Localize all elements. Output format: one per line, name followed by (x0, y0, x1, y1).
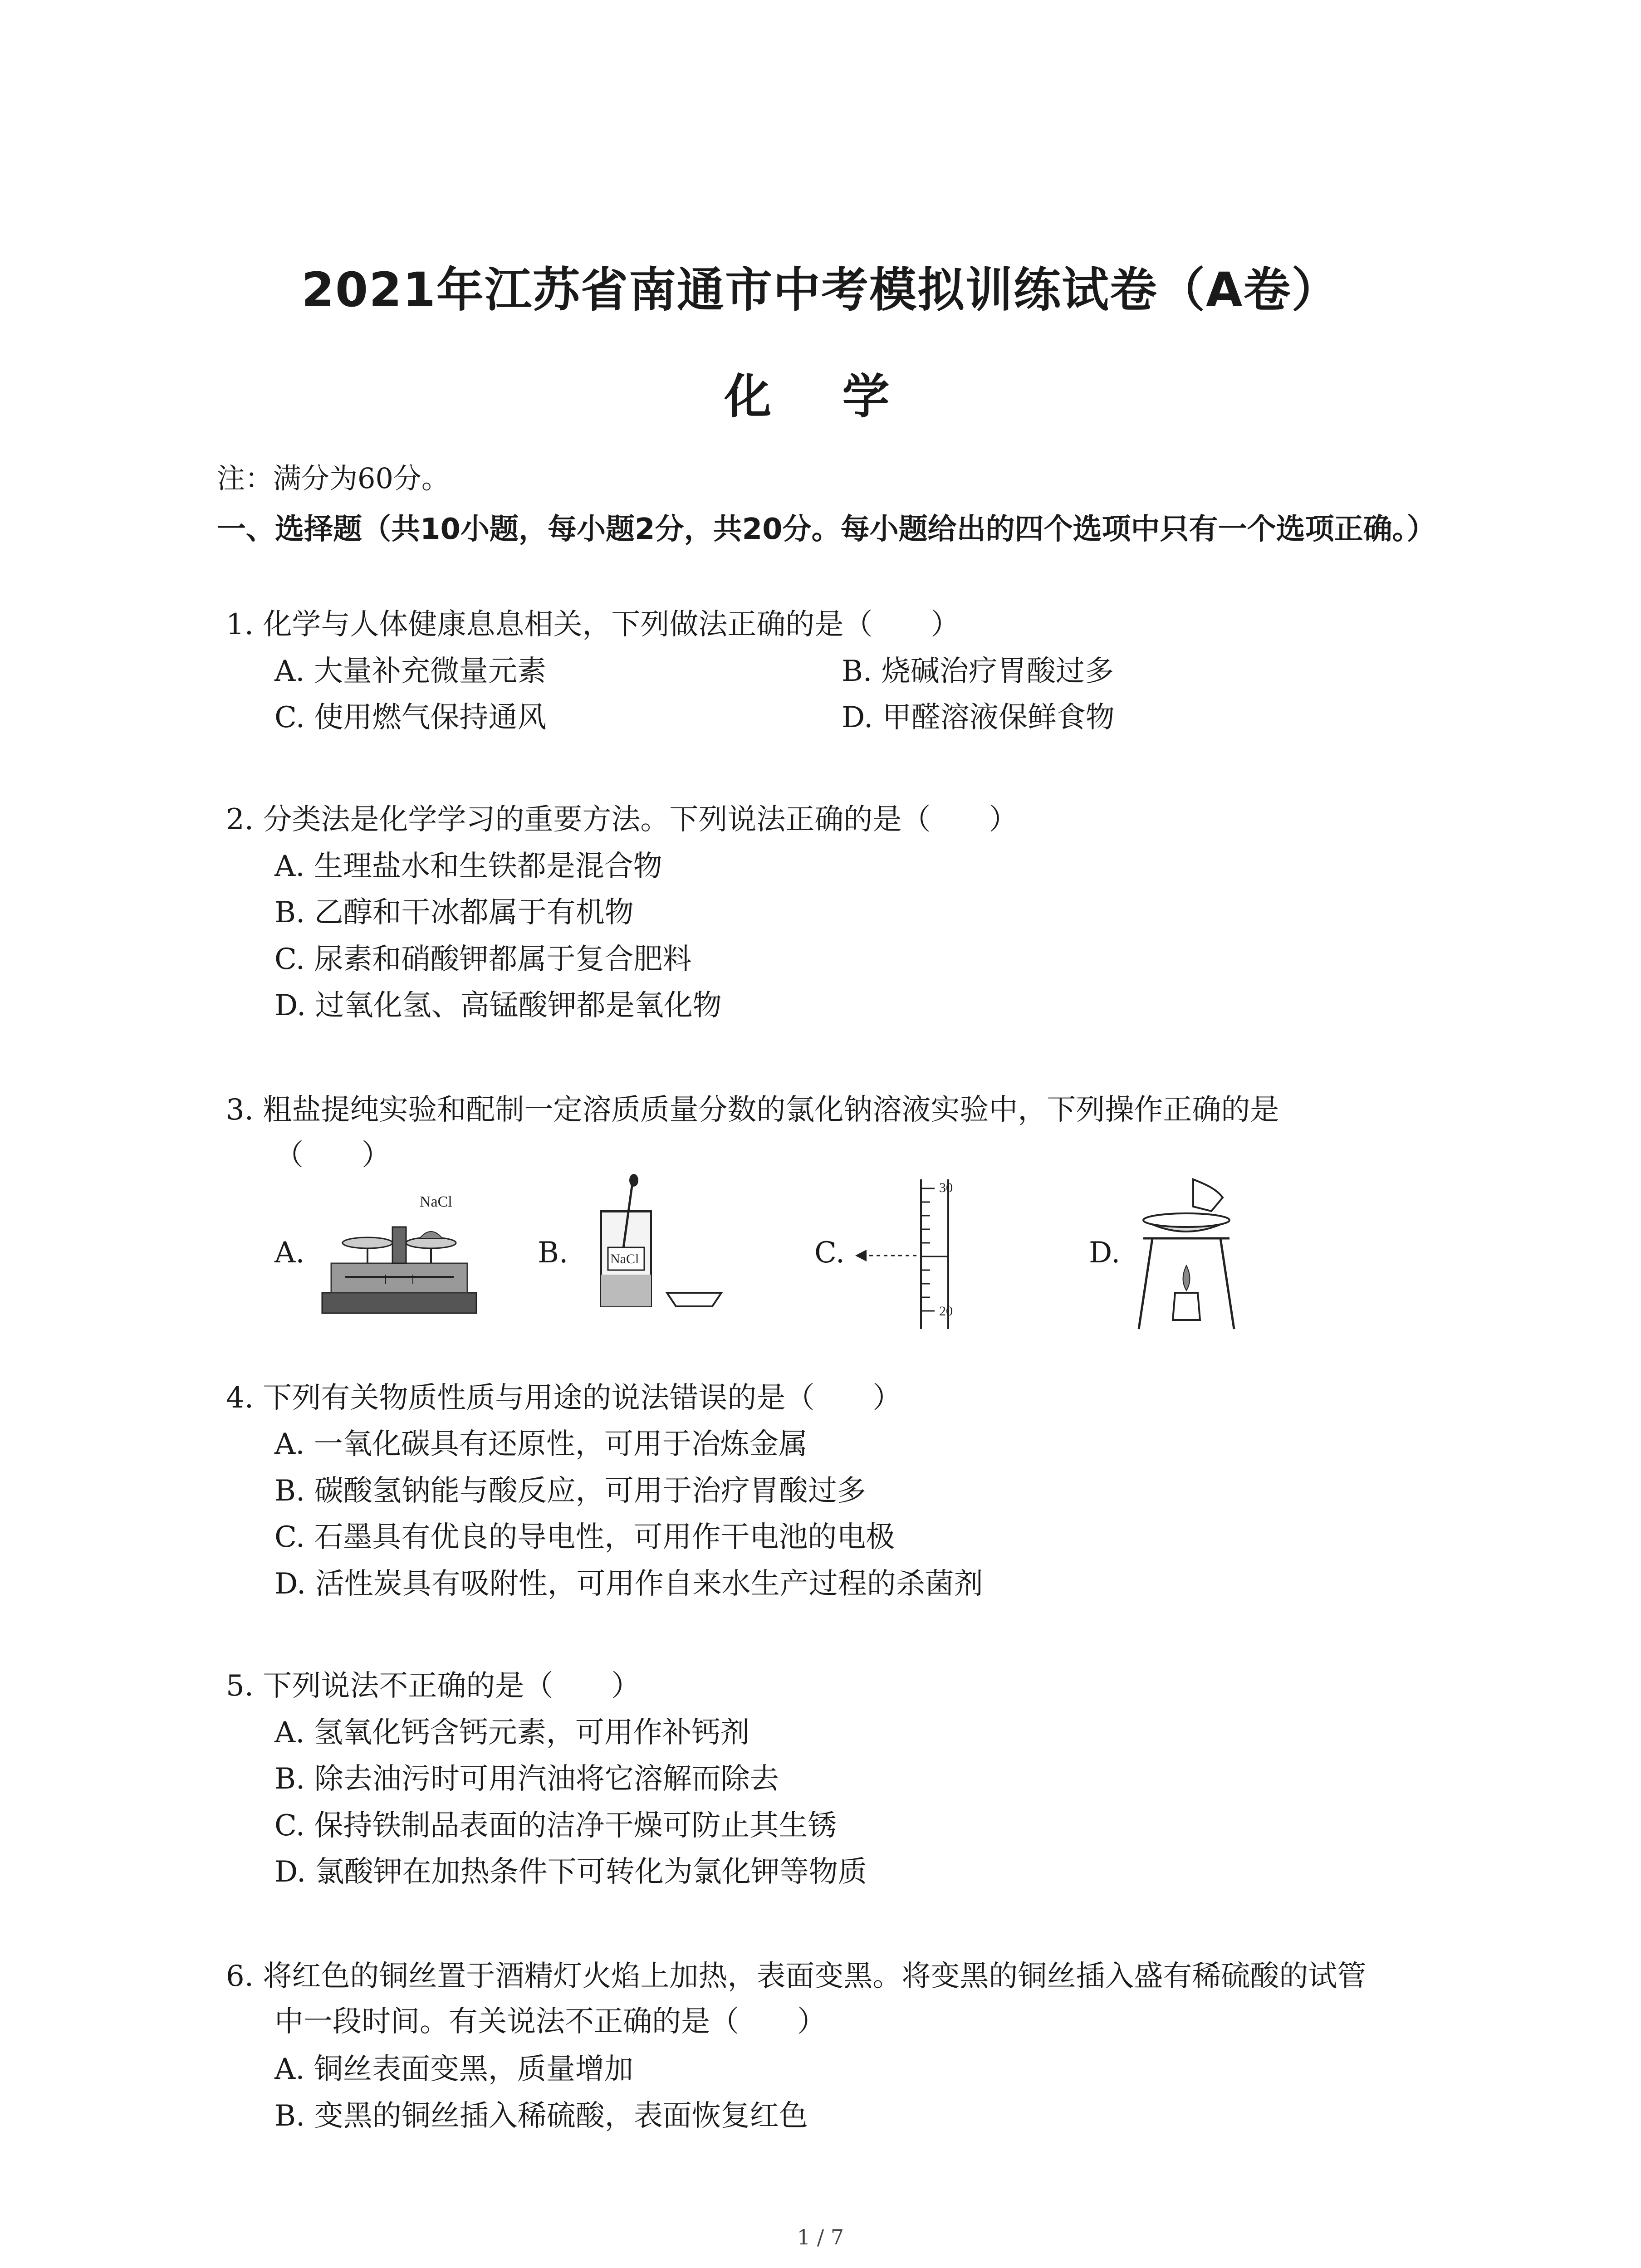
question-2-option-d: D. 过氧化氢、高锰酸钾都是氧化物 (274, 989, 722, 1022)
question-1-option-c: C. 使用燃气保持通风 (274, 701, 547, 734)
question-2-option-c: C. 尿素和硝酸钾都属于复合肥料 (274, 943, 692, 976)
question-4-option-a: A. 一氧化碳具有还原性，可用于冶炼金属 (274, 1427, 808, 1461)
measuring-cylinder-figure (853, 1175, 989, 1334)
question-4-option-d: D. 活性炭具有吸附性，可用作自来水生产过程的杀菌剂 (274, 1567, 983, 1601)
balance-figure (318, 1186, 481, 1318)
page-number: 1 / 7 (797, 2225, 844, 2249)
question-2-option-a: A. 生理盐水和生铁都是混合物 (274, 850, 662, 883)
reagent-bottle-figure (583, 1170, 733, 1315)
question-3-stem-cont: （ ） (274, 1139, 391, 1172)
subject-title: 化 学 (724, 369, 917, 424)
question-6-stem: 6. 将红色的铜丝置于酒精灯火焰上加热，表面变黑。将变黑的铜丝插入盛有稀硫酸的试管 (226, 1960, 1367, 1993)
question-6-stem-cont: 中一段时间。有关说法不正确的是（ ） (274, 2005, 826, 2038)
question-4-stem: 4. 下列有关物质性质与用途的说法错误的是（ ） (226, 1381, 902, 1415)
question-1-option-a: A. 大量补充微量元素 (274, 655, 546, 688)
evaporation-figure (1125, 1175, 1248, 1334)
scale-label-bottom: 20 (939, 1304, 953, 1319)
question-3-option-a: A. (274, 1236, 305, 1270)
exam-title: 2021年江苏省南通市中考模拟训练试卷（A卷） (301, 262, 1340, 318)
nacl-label-a: NaCl (420, 1193, 452, 1210)
question-1-option-b: B. 烧碱治疗胃酸过多 (842, 655, 1114, 688)
question-6-option-a: A. 铜丝表面变黑，质量增加 (274, 2053, 633, 2086)
question-6-option-b: B. 变黑的铜丝插入稀硫酸，表面恢复红色 (274, 2099, 808, 2133)
question-1-option-d: D. 甲醛溶液保鲜食物 (842, 701, 1115, 734)
question-2-stem: 2. 分类法是化学学习的重要方法。下列说法正确的是（ ） (226, 803, 1018, 836)
question-5-option-d: D. 氯酸钾在加热条件下可转化为氯化钾等物质 (274, 1855, 867, 1889)
section-heading: 一、选择题（共10小题，每小题2分，共20分。每小题给出的四个选项中只有一个选项正确。） (217, 513, 1436, 546)
score-note: 注：满分为60分。 (217, 462, 450, 495)
question-3-stem: 3. 粗盐提纯实验和配制一定溶质质量分数的氯化钠溶液实验中，下列操作正确的是 (226, 1093, 1279, 1127)
question-4-option-c: C. 石墨具有优良的导电性，可用作干电池的电极 (274, 1520, 895, 1554)
question-5-option-c: C. 保持铁制品表面的洁净干燥可防止其生锈 (274, 1809, 837, 1843)
question-4-option-b: B. 碳酸氢钠能与酸反应，可用于治疗胃酸过多 (274, 1474, 866, 1508)
question-5-option-b: B. 除去油污时可用汽油将它溶解而除去 (274, 1762, 779, 1796)
question-3-option-d: D. (1089, 1236, 1121, 1270)
nacl-label-b: NaCl (610, 1251, 639, 1266)
question-3-option-b: B. (538, 1236, 568, 1270)
scale-label-top: 30 (939, 1180, 953, 1195)
question-5-option-a: A. 氢氧化钙含钙元素，可用作补钙剂 (274, 1716, 749, 1750)
question-3-option-c: C. (814, 1236, 845, 1270)
question-5-stem: 5. 下列说法不正确的是（ ） (226, 1669, 641, 1703)
question-2-option-b: B. 乙醇和干冰都属于有机物 (274, 896, 634, 929)
question-1-stem: 1. 化学与人体健康息息相关，下列做法正确的是（ ） (226, 608, 960, 641)
